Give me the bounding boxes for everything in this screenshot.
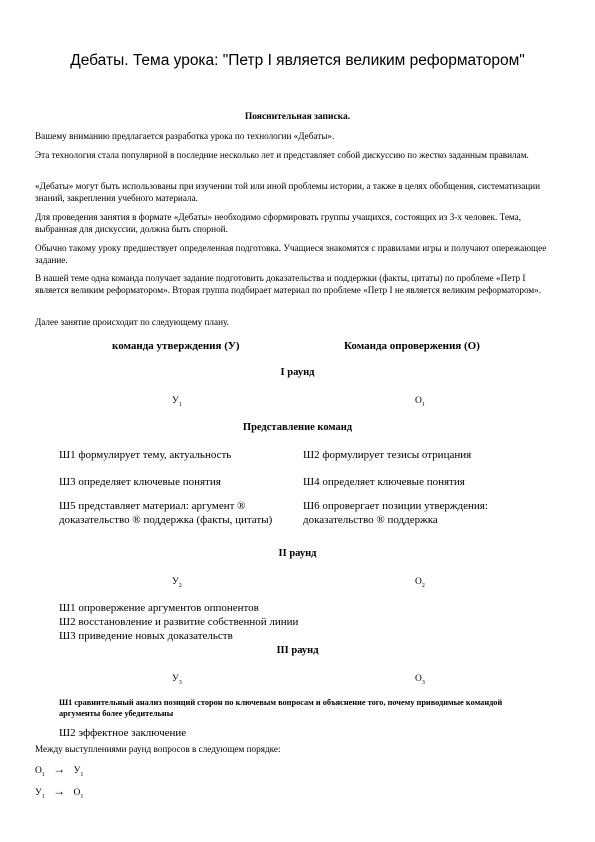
round1-refute-symbol: $О_1$ [415,396,425,408]
round2-item: Ш2 восстановление и развитие собственной линии [59,616,299,628]
round2-item: Ш3 приведение новых доказательств [59,630,233,642]
arrow-right-icon: → [53,784,66,798]
paragraph: В нашей теме одна команда получает задание подготовить доказательства и поддержки (факты, цитаты) по проблеме «Петр I является великим реформатором». Вторая группа подбирает материал по проблеме «Петр I не является великим реформатором». [35,273,542,295]
team-refute-label: Команда опровержения (О) [344,340,480,352]
arrow-right-icon: → [53,762,66,776]
round2-refute-symbol: $О_2$ [415,577,425,589]
team-affirm-label: команда утверждения (У) [112,340,240,352]
round2-item: Ш1 опровержение аргументов оппонентов [59,602,259,614]
page-title: Дебаты. Тема урока: "Петр I является великим реформатором" [70,52,525,69]
speaker-item: Ш3 определяет ключевые понятия [59,476,221,488]
note-heading: Пояснительная записка. [244,112,351,122]
round2-affirm-symbol: $У_2$ [172,577,182,589]
speaker-item: Ш5 представляет материал: аргумент ® доказательство ® поддержка (факты, цитаты) [59,500,273,526]
round3-item: Ш1 сравнительный анализ позиций сторон по ключевым вопросам и объяснение того, почему приводимые командой аргументы более убедительны [59,698,503,718]
speaker-item: Ш6 опровергает позиции утверждения: доказательство ® поддержка [303,500,488,526]
paragraph: «Дебаты» могут быть использованы при изучении той или иной проблемы истории, а также в целях обобщения, систематизации знаний, закрепления учебного материала. [35,181,541,203]
question-order-row: $У_1 \to О_1$ [35,784,84,800]
question-order-row: $О_1 \to У_1$ [35,762,84,778]
paragraph: Эта технология стала популярной в последние несколько лет и представляет собой дискуссию по жестко заданным правилам. [35,150,529,160]
round3-heading: III раунд [276,645,319,656]
questions-intro: Между выступлениями раунд вопросов в следующем порядке: [35,744,281,754]
paragraph: Обычно такому уроку предшествует определенная подготовка. Учащиеся знакомятся с правилами игры и получают опережающее задание. [35,243,547,265]
speaker-item: Ш1 формулирует тему, актуальность [59,449,232,461]
speaker-item: Ш4 определяет ключевые понятия [303,476,465,488]
round2-heading: II раунд [278,548,317,559]
round1-subheading: Представление команд [242,422,353,433]
round3-affirm-symbol: $У_3$ [172,674,182,686]
paragraph: Далее занятие происходит по следующему плану. [35,317,229,327]
paragraph: Для проведения занятия в формате «Дебаты» необходимо сформировать группы учащихся, состоящих из 3-х человек. Тема, выбранная для дискуссии, должна быть спорной. [35,212,522,234]
paragraph: Вашему вниманию предлагается разработка урока по технологии «Дебаты». [35,131,335,141]
round1-heading: I раунд [280,367,315,378]
round3-item: Ш2 эффектное заключение [59,727,187,739]
speaker-item: Ш2 формулирует тезисы отрицания [303,449,472,461]
round1-affirm-symbol: $У_1$ [172,396,182,408]
round3-refute-symbol: $О_3$ [415,674,425,686]
